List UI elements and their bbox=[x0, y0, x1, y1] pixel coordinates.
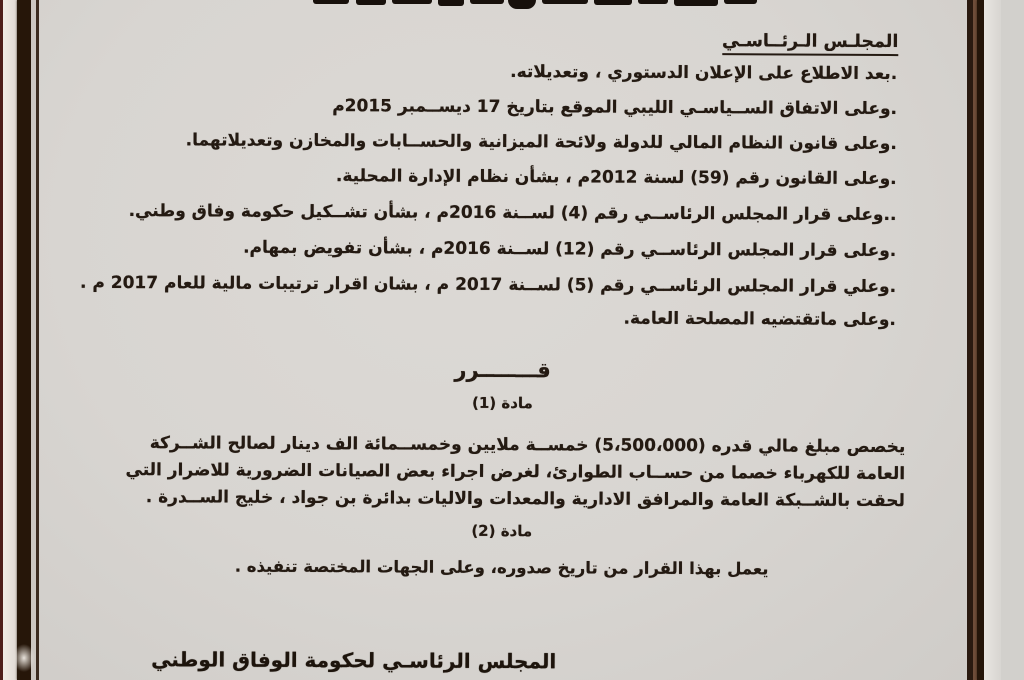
preamble-line: .وعلى الاتفاق الســياسـي الليبي الموقع بتاريخ 17 ديســمبر 2015م bbox=[332, 96, 898, 120]
preamble-line: .وعلى ماتقتضيه المصلحة العامة. bbox=[623, 308, 896, 331]
preamble-line: .وعلي قرار المجلس الرئاســي رقم (5) لســنة 2017 م ، بشان اقرار ترتيبات مالية للعام 2017 م . bbox=[79, 272, 897, 298]
article-1-line: يخصص مبلغ مالي قدره (5،500،000) خمســة ملايين وخمســمائة الف دينار لصالح الشــركة bbox=[149, 433, 906, 458]
article-2-title: مادة (2) bbox=[471, 521, 533, 541]
article-1-line: لحقت بالشــبكة العامة والمرافق الادارية والمعدات والاليات بدائرة بن جواد ، خليج الســدرة . bbox=[145, 487, 906, 512]
preamble-line: ..وعلى قرار المجلس الرئاســي رقم (4) لســنة 2016م ، بشأن تشــكيل حكومة وفاق وطني. bbox=[128, 201, 897, 226]
article-1-title: مادة (1) bbox=[471, 393, 533, 413]
decree-word: قــــــــرر bbox=[454, 357, 551, 383]
preamble-line: .بعد الاطلاع على الإعلان الدستوري ، وتعديلاته. bbox=[510, 62, 898, 85]
article-2-line: يعمل بهذا القرار من تاريخ صدوره، وعلى الجهات المختصة تنفيذه . bbox=[234, 556, 769, 579]
preamble-line: .وعلى قانون النظام المالي للدولة ولائحة الميزانية والحســابات والمخازن وتعديلاتهما. bbox=[185, 130, 897, 155]
preamble-line: .وعلى قرار المجلس الرئاســي رقم (12) لســنة 2016م ، بشأن تفويض بمهام. bbox=[243, 237, 897, 262]
article-1-line: العامة للكهرباء خصما من حســاب الطوارئ، لغرض اجراء بعض الصيانات الضرورية للاضرار التي bbox=[125, 460, 906, 485]
preamble-line: .وعلى القانون رقم (59) لسنة 2012م ، بشأن نظام الإدارة المحلية. bbox=[335, 166, 897, 190]
signature-block: المجلس الرئاسـي لحكومة الوفاق الوطني bbox=[151, 647, 557, 674]
presidential-council-header: المجلـس الـرئــاسـي bbox=[722, 31, 898, 56]
